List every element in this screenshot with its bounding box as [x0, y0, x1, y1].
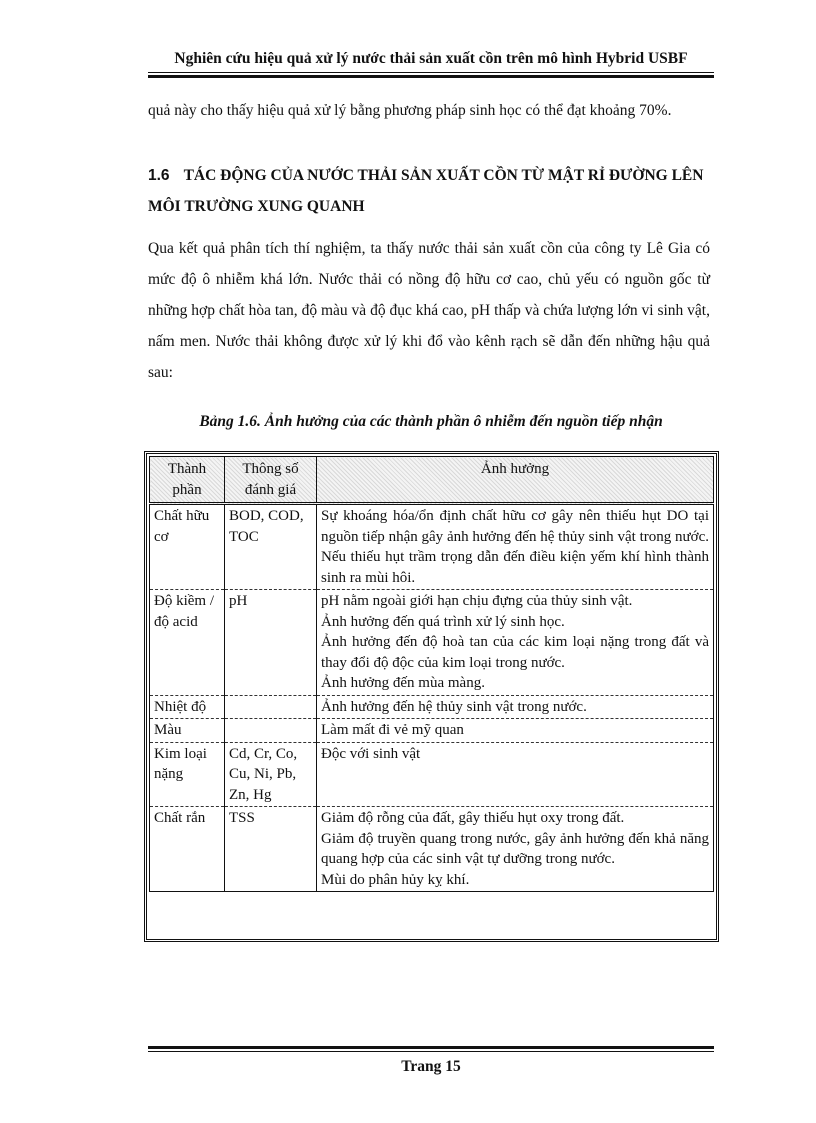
section-paragraph: Qua kết quả phân tích thí nghiệm, ta thấy nước thải sản xuất cồn của công ty Lê Gia có mức độ ô nhiễm khá lớn. Nước thải có nồng độ hữu cơ cao, chủ yếu có nguồn gốc từ những hợp chất hòa tan, độ màu và độ đục khá cao, pH thấp và chứa lượng lớn vi sinh vật, nấm men. Nước thải không được xử lý khi đổ vào kênh rạch sẽ dẫn đến những hậu quả sau: [148, 240, 710, 381]
effect-line: Ảnh hưởng đến hệ thủy sinh vật trong nước. [321, 698, 587, 715]
cell-component: Kim loại nặng [150, 742, 225, 807]
table-row [150, 504, 714, 590]
cell-effects [317, 504, 714, 590]
cell-effects [317, 742, 714, 807]
header-rule [148, 72, 714, 73]
page-number: Trang 15 [401, 1058, 461, 1075]
cell-component: Độ kiềm / độ acid [150, 590, 225, 696]
cell-parameters [225, 695, 317, 719]
header-effects: Ảnh hưởng [317, 457, 714, 504]
cell-component: Chất hữu cơ [150, 504, 225, 590]
cell-effects [317, 695, 714, 719]
cell-component: Chất rắn [150, 807, 225, 892]
table-row [150, 807, 714, 892]
section-title: TÁC ĐỘNG CỦA NƯỚC THẢI SẢN XUẤT CỒN TỪ MẬT RỈ ĐƯỜNG LÊN MÔI TRƯỜNG XUNG QUANH [148, 167, 704, 215]
effect-line: Giảm độ truyền quang trong nước, gây ảnh hưởng đến khả năng quang hợp của các sinh vật tự dưỡng trong nước. [321, 830, 709, 867]
running-header-title: Nghiên cứu hiệu quả xử lý nước thải sản xuất cồn trên mô hình Hybrid USBF [174, 50, 688, 67]
effect-line: pH nằm ngoài giới hạn chịu đựng của thủy sinh vật. [321, 593, 633, 609]
table-row [150, 742, 714, 807]
effect-line: Độc với sinh vật [321, 745, 421, 762]
impact-table-frame [144, 451, 719, 942]
footer-rule-thick [148, 1046, 714, 1049]
table-row [150, 590, 714, 696]
section-number: 1.6 [148, 167, 170, 184]
footer-rule [148, 1051, 714, 1052]
impact-table [149, 456, 714, 892]
effect-line: Ảnh hưởng đến quá trình xử lý sinh học. [321, 613, 565, 630]
effect-line: Làm mất đi vẻ mỹ quan [321, 722, 464, 738]
cell-component: Màu [150, 719, 225, 743]
table-row [150, 695, 714, 719]
cell-effects [317, 807, 714, 892]
intro-paragraph: quả này cho thấy hiệu quả xử lý bằng phương pháp sinh học có thể đạt khoảng 70%. [148, 102, 672, 119]
cell-effects [317, 719, 714, 743]
effect-line: Giảm độ rỗng của đất, gây thiếu hụt oxy trong đất. [321, 810, 625, 826]
effect-line: Mùi do phân hủy kỵ khí. [321, 871, 470, 888]
cell-parameters: TSS [225, 807, 317, 892]
cell-parameters: Cd, Cr, Co, Cu, Ni, Pb, Zn, Hg [225, 742, 317, 807]
cell-parameters [225, 719, 317, 743]
cell-component: Nhiệt độ [150, 695, 225, 719]
table-row [150, 719, 714, 743]
header-parameters: Thông số đánh giá [225, 457, 317, 504]
effect-line: Sự khoáng hóa/ổn định chất hữu cơ gây nên thiếu hụt DO tại nguồn tiếp nhận gây ảnh hưởng đến hệ thủy sinh vật trong nước. Nếu thiếu hụt trầm trọng dẫn đến điều kiện yếm khí hình thành sinh ra mùi hôi. [321, 508, 709, 586]
table-header-row [150, 457, 714, 504]
header-component: Thành phần [150, 457, 225, 504]
cell-parameters: BOD, COD, TOC [225, 504, 317, 590]
effect-line: Ảnh hưởng đến mùa màng. [321, 675, 485, 691]
header-rule-thick [148, 75, 714, 78]
table-caption: Bảng 1.6. Ảnh hưởng của các thành phần ô nhiễm đến nguồn tiếp nhận [199, 413, 663, 430]
cell-parameters: pH [225, 590, 317, 696]
cell-effects [317, 590, 714, 696]
effect-line: Ảnh hưởng đến độ hoà tan của các kim loại nặng trong đất và thay đổi độ độc của kim loại trong nước. [321, 634, 709, 671]
section-heading [148, 160, 714, 222]
